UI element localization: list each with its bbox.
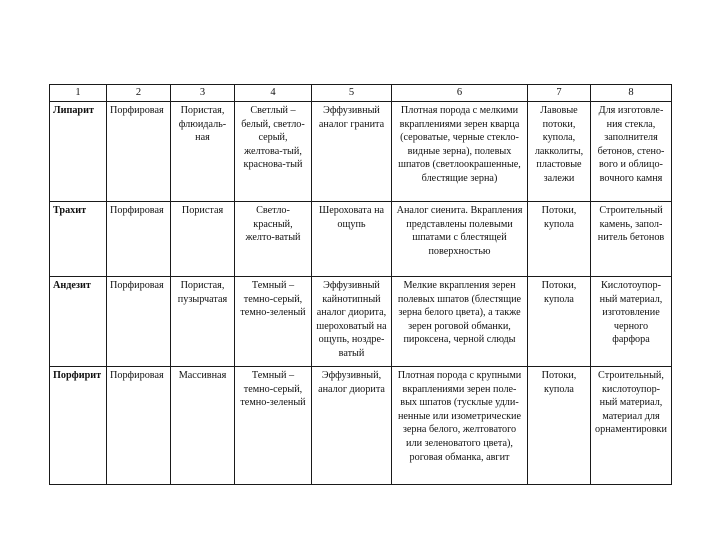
use-cell: Для изготовле-ния стекла, заполнителя бетонов, стено-вого и облицо-вочного камня — [591, 102, 672, 202]
rock-name: Липарит — [50, 102, 107, 202]
rock-name: Трахит — [50, 202, 107, 277]
column-number: 3 — [171, 85, 235, 102]
rock-name: Порфирит — [50, 367, 107, 485]
color-cell: Светло-красный, желто-ватый — [235, 202, 312, 277]
column-number: 7 — [528, 85, 591, 102]
color-cell: Темный – темно-серый, темно-зеленый — [235, 367, 312, 485]
structure-cell: Порфировая — [107, 367, 171, 485]
column-number: 5 — [312, 85, 392, 102]
rock-name: Андезит — [50, 277, 107, 367]
analog-cell: Эффузивный, аналог диорита — [312, 367, 392, 485]
analog-cell: Эффузивный кайнотипный аналог диорита, шероховатый на ощупь, ноздре-ватый — [312, 277, 392, 367]
column-number: 6 — [392, 85, 528, 102]
table-row — [50, 277, 672, 367]
table-row — [50, 367, 672, 485]
texture-cell: Пористая, пузырчатая — [171, 277, 235, 367]
color-cell: Светлый – белый, светло-серый, желтова-тый, краснова-тый — [235, 102, 312, 202]
column-number: 8 — [591, 85, 672, 102]
texture-cell: Пористая — [171, 202, 235, 277]
texture-cell: Массивная — [171, 367, 235, 485]
table-row — [50, 202, 672, 277]
occurrence-cell: Потоки, купола — [528, 202, 591, 277]
description-cell: Мелкие вкрапления зерен полевых шпатов (блестящие зерна белого цвета), а также зерен роговой обманки, пироксена, черной слюды — [392, 277, 528, 367]
description-cell: Плотная порода с крупными вкраплениями зерен поле-вых шпатов (тусклые удли-ненные или изометрические зерна белого, желтоватого или зеленоватого цвета), роговая обманка, авгит — [392, 367, 528, 485]
header-row — [50, 85, 672, 102]
occurrence-cell: Лавовые потоки, купола, лакколиты, пластовые залежи — [528, 102, 591, 202]
occurrence-cell: Потоки, купола — [528, 277, 591, 367]
use-cell: Строительный камень, запол-нитель бетонов — [591, 202, 672, 277]
description-cell: Аналог сиенита. Вкрапления представлены полевыми шпатами с блестящей поверхностью — [392, 202, 528, 277]
structure-cell: Порфировая — [107, 277, 171, 367]
occurrence-cell: Потоки, купола — [528, 367, 591, 485]
texture-cell: Пористая, флюидаль-ная — [171, 102, 235, 202]
use-cell: Кислотоупор-ный материал, изготовление черного фарфора — [591, 277, 672, 367]
use-cell: Строительный, кислотоупор-ный материал, материал для орнаментировки — [591, 367, 672, 485]
description-cell: Плотная порода с мелкими вкраплениями зерен кварца (сероватые, черные стекло-видные зерна), полевых шпатов (светлоокрашенные, блестящие зерна) — [392, 102, 528, 202]
column-number: 1 — [50, 85, 107, 102]
table-row — [50, 102, 672, 202]
analog-cell: Эффузивный аналог гранита — [312, 102, 392, 202]
column-number: 2 — [107, 85, 171, 102]
structure-cell: Порфировая — [107, 102, 171, 202]
column-number: 4 — [235, 85, 312, 102]
rock-table — [49, 84, 672, 485]
structure-cell: Порфировая — [107, 202, 171, 277]
color-cell: Темный – темно-серый, темно-зеленый — [235, 277, 312, 367]
analog-cell: Шероховата на ощупь — [312, 202, 392, 277]
